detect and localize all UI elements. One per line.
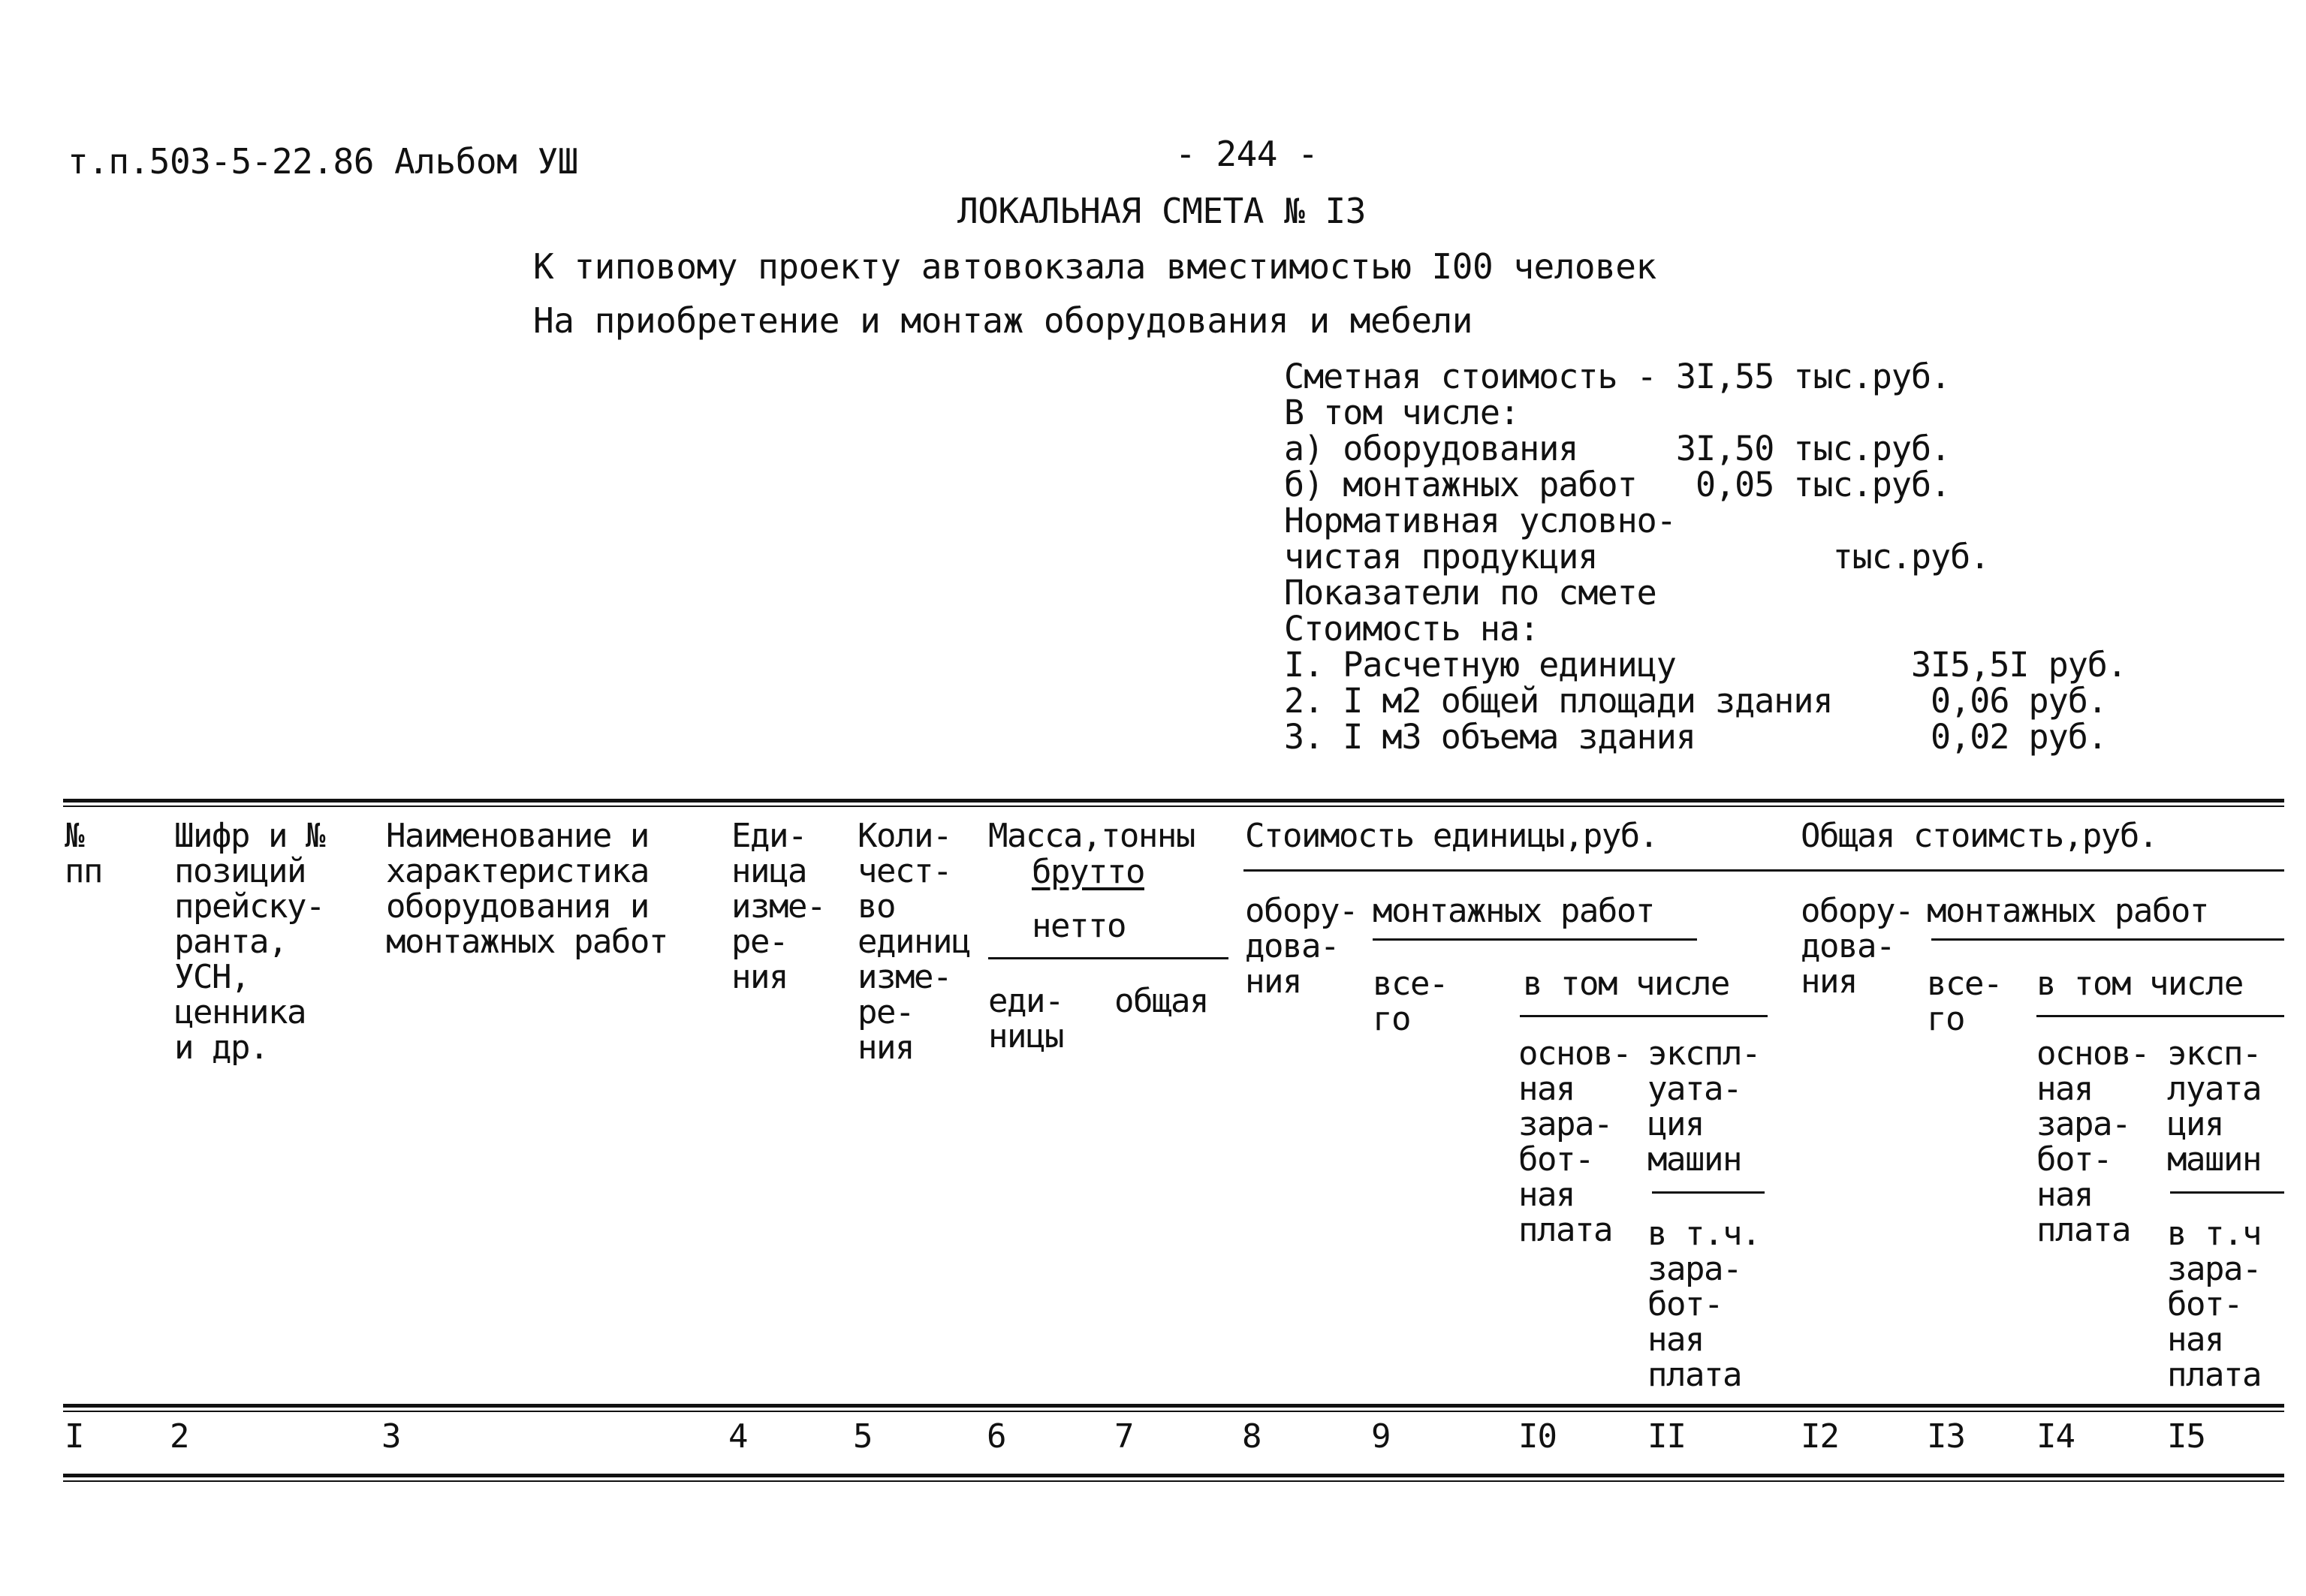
column-number: 8: [1242, 1417, 1262, 1456]
summary-line: чистая продукция тыс.руб.: [1284, 537, 1990, 577]
column-header-including-total: в том числе: [2036, 965, 2243, 1003]
column-number: I: [65, 1417, 84, 1456]
column-number: 9: [1371, 1417, 1391, 1456]
column-number: I3: [1927, 1417, 1965, 1456]
mount-work-rule-1: [1373, 938, 1697, 941]
column-header-equipment-unit: обору- дова- ния: [1245, 892, 1358, 1001]
column-number: I5: [2167, 1417, 2205, 1456]
column-header-including-unit: в том числе: [1523, 965, 1729, 1003]
summary-line: 3. I м3 объема здания 0,02 руб.: [1284, 717, 2107, 757]
column-header-name: Наименование и характеристика оборудования и монтажных работ: [386, 817, 668, 961]
column-number: I4: [2036, 1417, 2075, 1456]
column-header-machine-op-total: эксп- луата ция машин: [2167, 1034, 2261, 1179]
numbers-bottom-rule: [63, 1474, 2284, 1477]
col15-split-rule: [2170, 1191, 2284, 1194]
header-bottom-rule-thin: [63, 1411, 2284, 1412]
column-header-mounting-total: монтажных работ: [1927, 892, 2208, 930]
cost-summary: [1284, 359, 2127, 755]
column-header-gross: брутто: [1032, 853, 1144, 891]
summary-line: а) оборудования 3I,50 тыс.руб.: [1284, 429, 1951, 468]
document-reference: т.п.503-5-22.86 Альбом УШ: [68, 141, 578, 182]
summary-line: В том числе:: [1284, 393, 1520, 432]
column-header-base-wage-total: основ- ная зара- бот- ная плата: [2036, 1034, 2149, 1249]
column-header-quantity: Коли- чест- во единиц изме- ре- ния: [858, 817, 970, 1067]
mass-rule: [988, 957, 1228, 959]
col11-split-rule: [1652, 1191, 1765, 1194]
column-number: 2: [170, 1417, 189, 1456]
column-header-price-code: Шифр и № позиций прейску- ранта, УСН, ценника и др.: [174, 817, 324, 1067]
incl-rule-1: [1520, 1015, 1768, 1017]
summary-line: Нормативная условно-: [1284, 501, 1676, 541]
subtitle-project: К типовому проекту автовокзала вместимостью I00 человек: [533, 246, 1656, 287]
column-header-mass-total: общая: [1114, 982, 1208, 1020]
summary-line: 2. I м2 общей площади здания 0,06 руб.: [1284, 681, 2107, 721]
column-number: 4: [728, 1417, 748, 1456]
summary-line: б) монтажных работ 0,05 тыс.руб.: [1284, 465, 1951, 504]
column-header-base-wage-unit: основ- ная зара- бот- ная плата: [1518, 1034, 1631, 1249]
table-top-rule-thin: [63, 806, 2284, 807]
column-header-mounting-total-unit: все- го: [1373, 965, 1448, 1038]
column-header-unit-cost: Стоимость единицы,руб.: [1245, 817, 1658, 855]
column-header-mass: Масса,тонны: [988, 817, 1195, 855]
subtitle-purpose: На приобретение и монтаж оборудования и мебели: [533, 300, 1473, 341]
column-header-equipment-total: обору- дова- ния: [1801, 892, 1913, 1001]
summary-line: Стоимость на:: [1284, 609, 1539, 649]
column-header-row-number: № пп: [65, 817, 102, 890]
column-header-mounting-unit: монтажных работ: [1373, 892, 1654, 930]
numbers-bottom-rule-thin: [63, 1480, 2284, 1482]
mount-work-rule-2: [1931, 938, 2284, 941]
summary-line: Сметная стоимость - 3I,55 тыс.руб.: [1284, 357, 1951, 396]
page-number: - 244 -: [1175, 134, 1319, 174]
column-header-total-cost: Общая стоимсть,руб.: [1801, 817, 2157, 855]
column-header-unit: Еди- ница изме- ре- ния: [731, 817, 825, 996]
cost-group-rule: [1243, 869, 2284, 872]
column-header-machine-wage-unit: в т.ч. зара- бот- ная плата: [1647, 1215, 1760, 1394]
column-number: 6: [987, 1417, 1006, 1456]
page-title: ЛОКАЛЬНАЯ СМЕТА № I3: [957, 191, 1366, 231]
incl-rule-2: [2036, 1015, 2284, 1017]
column-header-mounting-all-total: все- го: [1927, 965, 2002, 1038]
column-number: 3: [381, 1417, 401, 1456]
header-bottom-rule: [63, 1404, 2284, 1408]
table-top-rule: [63, 799, 2284, 803]
column-header-net: нетто: [1032, 907, 1126, 945]
summary-line: Показатели по смете: [1284, 573, 1656, 613]
column-number: I0: [1518, 1417, 1557, 1456]
column-number: I2: [1801, 1417, 1839, 1456]
column-number: II: [1647, 1417, 1686, 1456]
column-header-mass-per-unit: еди- ницы: [988, 982, 1063, 1055]
column-header-machine-op-unit: экспл- уата- ция машин: [1647, 1034, 1760, 1179]
column-number: 5: [853, 1417, 873, 1456]
summary-line: I. Расчетную единицу 3I5,5I руб.: [1284, 645, 2127, 685]
column-header-machine-wage-total: в т.ч зара- бот- ная плата: [2167, 1215, 2261, 1394]
column-number: 7: [1114, 1417, 1134, 1456]
